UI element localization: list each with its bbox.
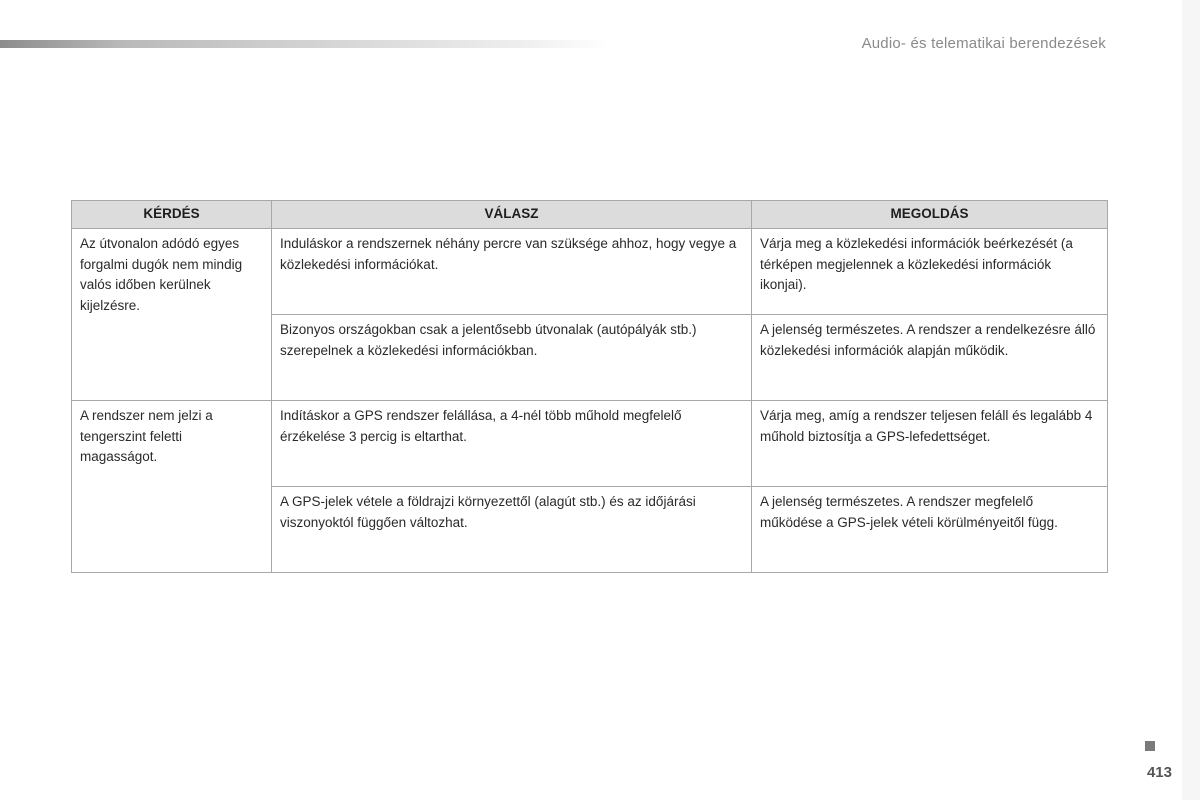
table-row — [72, 401, 1108, 487]
column-header-solution: MEGOLDÁS — [752, 201, 1108, 229]
table-header-row — [72, 201, 1108, 229]
solution-cell: Várja meg, amíg a rendszer teljesen feláll és legalább 4 műhold biztosítja a GPS-lefedettséget. — [752, 401, 1108, 487]
troubleshooting-table — [71, 200, 1108, 573]
question-cell: Az útvonalon adódó egyes forgalmi dugók nem mindig valós időben kerülnek kijelzésre. — [72, 229, 272, 401]
page-edge-strip — [1182, 0, 1200, 800]
solution-cell: Várja meg a közlekedési információk beérkezését (a térképen megjelennek a közlekedési információk ikonjai). — [752, 229, 1108, 315]
answer-cell: A GPS-jelek vétele a földrajzi környezettől (alagút stb.) és az időjárási viszonyoktól függően változhat. — [272, 487, 752, 573]
end-of-section-square-icon — [1145, 741, 1155, 751]
question-cell: A rendszer nem jelzi a tengerszint feletti magasságot. — [72, 401, 272, 573]
section-title: Audio- és telematikai berendezések — [861, 35, 1106, 52]
table-row — [72, 229, 1108, 315]
answer-cell: Indításkor a GPS rendszer felállása, a 4-nél több műhold megfelelő érzékelése 3 percig is eltarthat. — [272, 401, 752, 487]
solution-cell: A jelenség természetes. A rendszer megfelelő működése a GPS-jelek vételi körülményeitől függ. — [752, 487, 1108, 573]
solution-cell: A jelenség természetes. A rendszer a rendelkezésre álló közlekedési információk alapján működik. — [752, 315, 1108, 401]
column-header-question: KÉRDÉS — [72, 201, 272, 229]
column-header-answer: VÁLASZ — [272, 201, 752, 229]
answer-cell: Induláskor a rendszernek néhány percre van szüksége ahhoz, hogy vegye a közlekedési információkat. — [272, 229, 752, 315]
page-number: 413 — [1146, 764, 1172, 781]
header-gradient-bar — [0, 40, 610, 48]
answer-cell: Bizonyos országokban csak a jelentősebb útvonalak (autópályák stb.) szerepelnek a közlekedési információkban. — [272, 315, 752, 401]
